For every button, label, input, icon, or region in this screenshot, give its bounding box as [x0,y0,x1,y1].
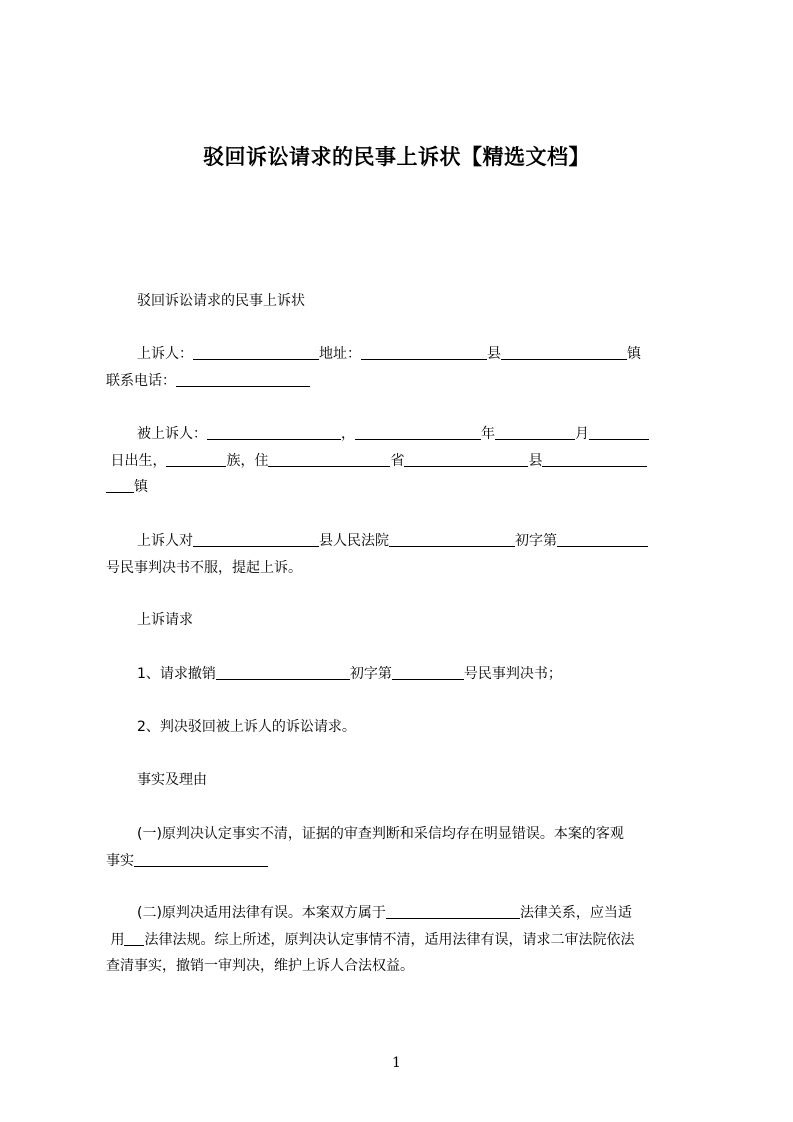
court-label: 县人民法院 [319,533,389,549]
appellant-line [106,341,702,368]
ethnic-label: 族，住 [226,452,269,469]
fact-1-blank [134,851,268,867]
phone-line [106,368,702,395]
county-label: 县 [528,452,543,469]
fact-2-text: 法律关系，应当适 [519,905,632,921]
residence-blank [268,451,390,467]
case-year-blank [389,531,515,547]
appellee-field-blank [355,424,481,440]
appellee-line-1 [106,421,702,448]
fact-2-paragraph [106,900,702,980]
year-blank [495,424,575,440]
request-1-text: 初字第 [349,666,392,682]
month-blank [589,424,649,440]
year-label: 年 [481,426,495,442]
document-title: 驳回诉讼请求的民事上诉状【精选文档】 [203,145,590,169]
request-2: 2、判决驳回被上诉人的诉讼请求。 [137,719,356,735]
county-blank [542,451,647,467]
page-number: 1 [392,1055,401,1071]
phone-blank [176,371,310,387]
facts-heading: 事实及理由 [137,772,207,788]
requests-heading-paragraph [106,607,702,634]
fact-2-text: 用 [110,931,125,948]
ethnic-blank [166,451,226,467]
statement-line-1 [106,528,702,555]
request-1-text: 1、请求撤销 [137,666,216,682]
appellee-label: 被上诉人： [137,426,207,442]
statement-paragraph [106,528,702,581]
statement-text: 上诉人对 [137,533,193,549]
fact-2-text: 法律法规。综上所述，原判决认定事情不清，适用法律有误，请求二审法院依法 [144,931,635,948]
comma: ， [341,426,355,442]
appellant-paragraph [106,341,702,394]
facts-heading-paragraph [106,767,702,794]
law-blank [124,930,144,946]
section-heading: 驳回诉讼请求的民事上诉状 [137,293,305,309]
fact-2-line-3: 查清事实，撤销一审判决，维护上诉人合法权益。 [106,958,414,974]
town-label: 镇 [134,479,148,495]
fact-2-line-1 [106,900,702,927]
town-blank [106,477,134,493]
case-label: 初字第 [515,533,557,549]
request-1-blank-2 [392,664,464,680]
province-blank [404,451,528,467]
request-1-paragraph [106,661,702,688]
county-blank [193,531,319,547]
heading-paragraph [106,288,702,315]
county-label: 县 [487,346,501,362]
requests-heading: 上诉请求 [137,612,193,628]
fact-1-line-1: (一)原判决认定事实不清，证据的审查判断和采信均存在明显错误。本案的客观 [137,826,624,842]
request-1 [106,661,702,688]
request-1-text: 号民事判决书； [463,666,562,682]
request-2-paragraph [106,714,702,741]
appellant-label: 上诉人： [137,346,193,362]
address-blank [361,344,487,360]
phone-label: 联系电话： [106,372,176,389]
appellee-name-blank [207,424,341,440]
province-label: 省 [390,452,405,469]
county-blank [501,344,627,360]
born-label: 日出生， [110,452,167,469]
appellee-line-2 [106,448,702,475]
appellee-paragraph [106,421,702,501]
fact-1-text: 事实 [106,852,134,869]
appellee-line-3 [106,474,702,501]
fact-2-line-2 [106,927,702,954]
request-1-blank-1 [216,664,350,680]
address-label: 地址： [319,346,361,362]
town-label: 镇 [627,346,641,362]
case-number-blank [557,531,648,547]
fact-1-line-2 [106,848,702,875]
appellant-name-blank [193,344,319,360]
statement-line-2: 号民事判决书不服，提起上诉。 [106,559,302,576]
relation-blank [386,903,520,919]
fact-1-paragraph [106,821,702,874]
fact-2-text: (二)原判决适用法律有误。本案双方属于 [137,905,386,921]
month-label: 月 [575,426,589,442]
